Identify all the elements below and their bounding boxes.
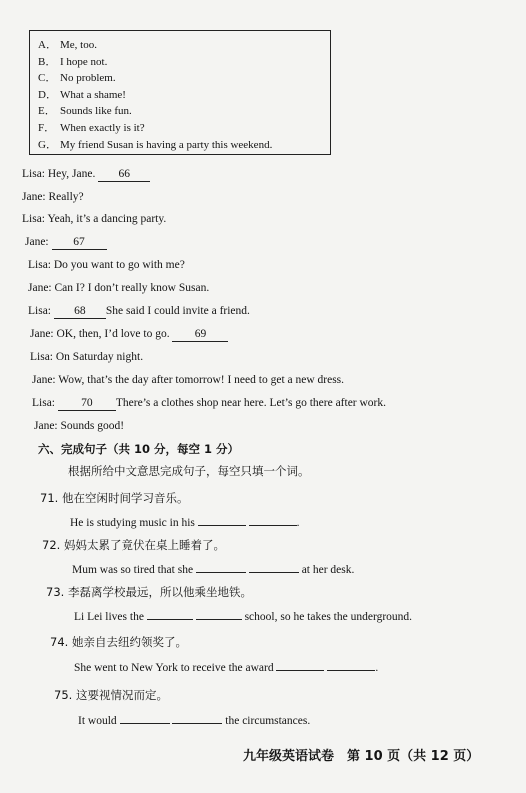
dialogue-line-4: Jane: 67	[25, 236, 107, 250]
blank-66[interactable]: 66	[98, 168, 150, 182]
q71-english: He is studying music in his .	[70, 513, 300, 529]
q74-blank-2[interactable]	[327, 658, 375, 671]
q73-chinese: 73. 李磊离学校最远，所以他乘坐地铁。	[46, 585, 252, 599]
q75-chinese: 75. 这要视情况而定。	[54, 688, 168, 702]
q74-english: She went to New York to receive the award .	[74, 658, 378, 674]
section-6-instruction: 根据所给中文意思完成句子，每空只填一个词。	[68, 464, 310, 478]
q75-blank-1[interactable]	[120, 711, 170, 724]
option-c: C． No problem.	[38, 72, 116, 85]
option-a: A． Me, too.	[38, 39, 97, 51]
q72-blank-1[interactable]	[196, 560, 246, 573]
q73-blank-1[interactable]	[147, 607, 193, 620]
option-d: D． What a shame!	[38, 88, 126, 101]
dialogue-line-5: Lisa: Do you want to go with me?	[28, 259, 185, 271]
dialogue-line-1: Lisa: Hey, Jane. 66	[22, 168, 150, 182]
q72-chinese: 72. 妈妈太累了竟伏在桌上睡着了。	[42, 538, 225, 552]
blank-67[interactable]: 67	[52, 236, 107, 250]
q71-blank-2[interactable]	[249, 513, 297, 526]
dialogue-line-8: Jane: OK, then, I’d love to go. 69	[30, 328, 228, 342]
dialogue-line-9: Lisa: On Saturday night.	[30, 351, 144, 363]
q74-blank-1[interactable]	[276, 658, 324, 671]
option-e: E． Sounds like fun.	[38, 105, 132, 118]
page-footer: 九年级英语试卷 第 10 页（共 12 页）	[243, 749, 480, 764]
dialogue-line-11: Lisa: 70 There’s a clothes shop near here. Let’s go there after work.	[32, 397, 387, 409]
q75-english: It would the circumstances.	[78, 711, 310, 727]
section-6-heading: 六、完成句子（共 10 分，每空 1 分）	[38, 442, 240, 456]
q73-blank-2[interactable]	[196, 607, 242, 620]
q72-english: Mum was so tired that she at her desk.	[72, 560, 354, 576]
dialogue-line-2: Jane: Really?	[22, 191, 84, 203]
dialogue-line-10: Jane: Wow, that’s the day after tomorrow! I need to get a new dress.	[32, 374, 345, 386]
q72-blank-2[interactable]	[249, 560, 299, 573]
dialogue-line-7: Lisa: 68 She said I could invite a friend.	[28, 305, 250, 317]
dialogue-line-6: Jane: Can I? I don’t really know Susan.	[28, 282, 210, 294]
q71-blank-1[interactable]	[198, 513, 246, 526]
option-b: B． I hope not.	[38, 55, 108, 68]
q75-blank-2[interactable]	[172, 711, 222, 724]
blank-68[interactable]: 68	[54, 305, 106, 319]
q73-english: Li Lei lives the school, so he takes the underground.	[74, 607, 412, 623]
q71-chinese: 71. 他在空闲时间学习音乐。	[40, 491, 189, 505]
option-g: G． My friend Susan is having a party this weekend.	[38, 138, 273, 151]
q74-chinese: 74. 她亲自去纽约领奖了。	[50, 635, 187, 649]
dialogue-line-3: Lisa: Yeah, it’s a dancing party.	[22, 213, 167, 225]
dialogue-line-12: Jane: Sounds good!	[34, 420, 125, 432]
options-box	[29, 30, 331, 155]
blank-69[interactable]: 69	[172, 328, 228, 342]
blank-70[interactable]: 70	[58, 397, 116, 411]
option-f: F． When exactly is it?	[38, 121, 145, 134]
